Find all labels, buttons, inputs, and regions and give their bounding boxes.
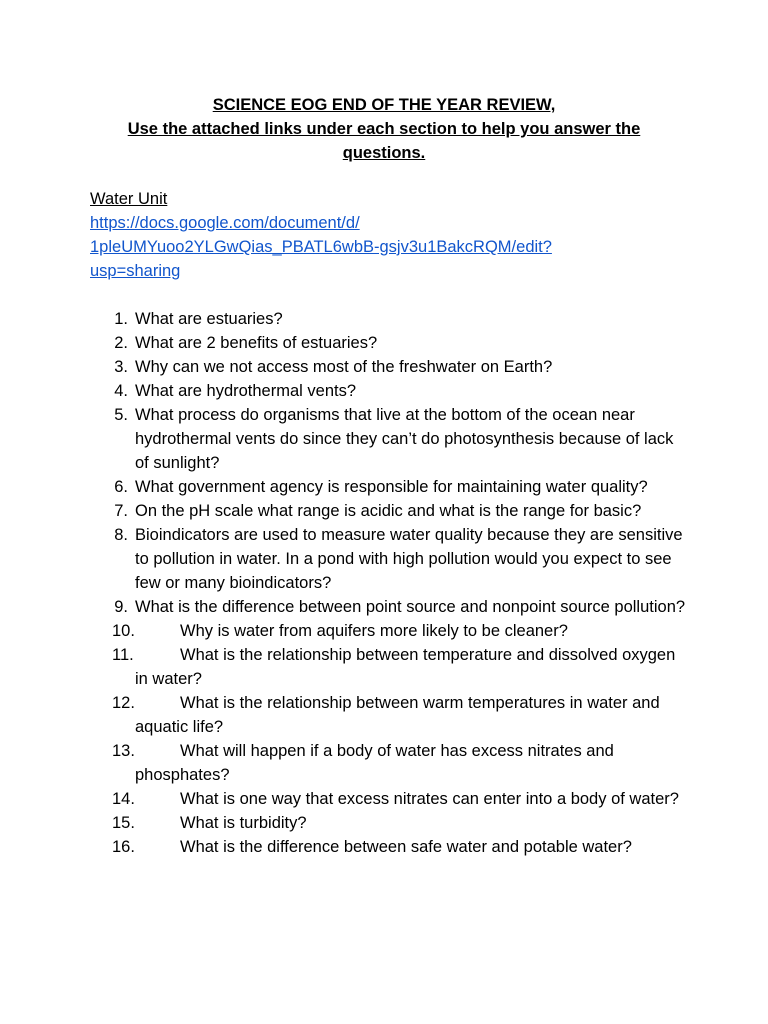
list-item [90, 739, 690, 787]
question-number: 16. [112, 838, 135, 856]
list-item [90, 475, 690, 499]
title-line-2: Use the attached links under each section to help you answer the [127, 120, 641, 138]
question-number: 12. [112, 694, 135, 712]
question-text: What are estuaries? [135, 310, 283, 328]
link-line-3[interactable]: usp=sharing [90, 262, 181, 280]
list-item [90, 331, 690, 355]
question-number: 7. [114, 502, 128, 520]
question-text: What are hydrothermal vents? [135, 382, 357, 400]
list-item [90, 403, 690, 475]
question-number: 1. [114, 310, 128, 328]
link-line-1[interactable]: https://docs.google.com/document/d/ [90, 214, 360, 232]
list-item [90, 499, 690, 523]
question-number: 10. [112, 622, 135, 640]
question-text: What process do organisms that live at the bottom of the ocean near hydrothermal vents do since they can’t do photosynthesis because of lack of sunlight? [135, 406, 674, 472]
question-text: What is the difference between point source and nonpoint source pollution? [135, 598, 686, 616]
list-item [90, 595, 690, 619]
question-number: 15. [112, 814, 135, 832]
link-line-2[interactable]: 1pleUMYuoo2YLGwQias_PBATL6wbB-gsjv3u1BakcRQM/edit? [90, 238, 552, 256]
list-item [90, 787, 690, 811]
title-line-3: questions. [342, 144, 426, 162]
question-text: What government agency is responsible for maintaining water quality? [135, 478, 648, 496]
question-number: 3. [114, 358, 128, 376]
question-text: What is the relationship between warm temperatures in water and aquatic life? [135, 694, 660, 736]
question-list [90, 307, 690, 859]
question-text: Why can we not access most of the freshwater on Earth? [135, 358, 553, 376]
question-text: Bioindicators are used to measure water quality because they are sensitive to pollution in water. In a pond with high pollution would you expect to see few or many bioindicators? [135, 526, 683, 592]
list-item [90, 355, 690, 379]
question-text: What will happen if a body of water has excess nitrates and phosphates? [135, 742, 614, 784]
question-text: What are 2 benefits of estuaries? [135, 334, 378, 352]
document-title [90, 93, 678, 165]
title-line-1: SCIENCE EOG END OF THE YEAR REVIEW, [212, 96, 556, 114]
list-item [90, 835, 690, 859]
question-number: 13. [112, 742, 135, 760]
question-text: What is one way that excess nitrates can enter into a body of water? [180, 790, 679, 808]
question-number: 2. [114, 334, 128, 352]
question-text: What is the relationship between temperature and dissolved oxygen in water? [135, 646, 676, 688]
section-heading-water-unit: Water Unit [90, 190, 168, 208]
list-item [90, 379, 690, 403]
list-item [90, 643, 690, 691]
list-item [90, 691, 690, 739]
water-unit-link[interactable] [90, 211, 690, 283]
question-number: 9. [114, 598, 128, 616]
question-text: On the pH scale what range is acidic and what is the range for basic? [135, 502, 642, 520]
question-text: Why is water from aquifers more likely to be cleaner? [180, 622, 568, 640]
question-number: 5. [114, 406, 128, 424]
question-number: 6. [114, 478, 128, 496]
list-item [90, 307, 690, 331]
question-number: 11. [112, 646, 134, 664]
question-number: 8. [114, 526, 128, 544]
question-text: What is turbidity? [180, 814, 307, 832]
list-item [90, 811, 690, 835]
list-item [90, 523, 690, 595]
question-number: 4. [114, 382, 128, 400]
question-number: 14. [112, 790, 135, 808]
list-item [90, 619, 690, 643]
question-text: What is the difference between safe water and potable water? [180, 838, 632, 856]
